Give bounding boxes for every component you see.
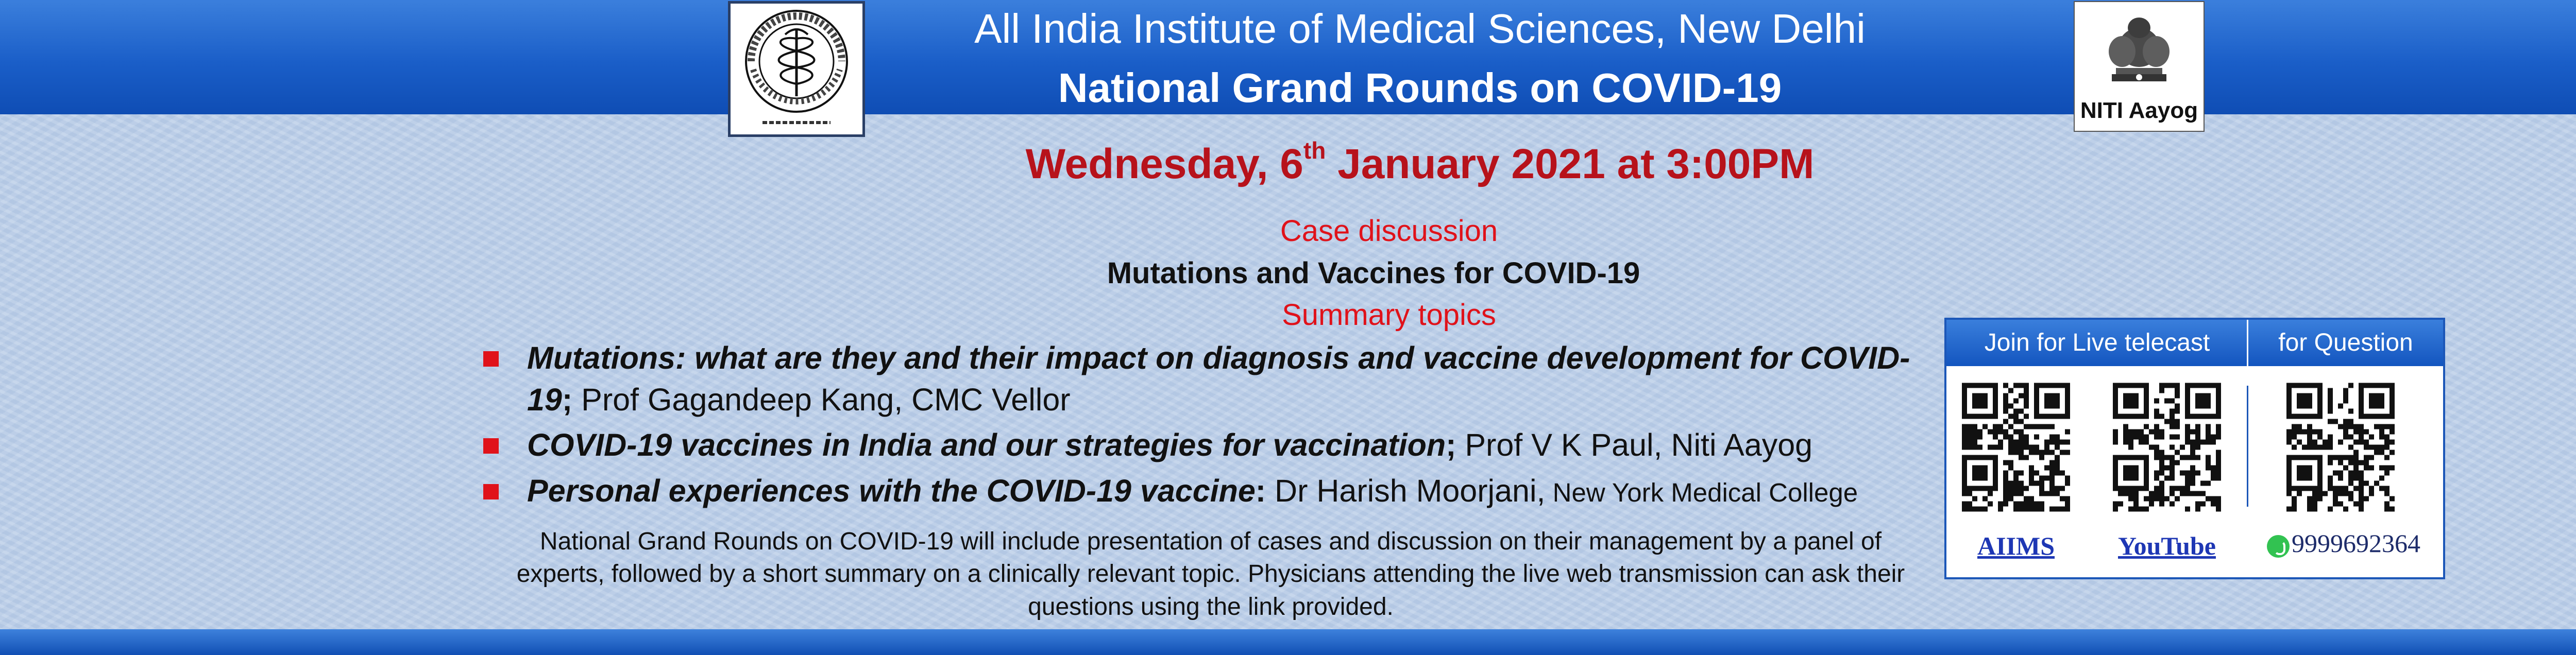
case-title: Mutations and Vaccines for COVID-19 bbox=[1107, 256, 1640, 290]
topic-affiliation: New York Medical College bbox=[1545, 477, 1858, 507]
national-emblem-icon bbox=[2075, 2, 2204, 100]
event-title: National Grand Rounds on COVID-19 bbox=[1058, 65, 1782, 111]
date-rest: January 2021 at 3:00PM bbox=[1326, 141, 1815, 187]
panel-header bbox=[1946, 320, 2443, 366]
topic-item bbox=[479, 470, 1929, 512]
topic-separator: ; bbox=[562, 382, 573, 417]
niti-aayog-logo bbox=[2074, 1, 2205, 132]
footer-banner bbox=[0, 629, 2576, 655]
topic-item bbox=[479, 424, 1929, 466]
youtube-link[interactable]: YouTube bbox=[2118, 531, 2216, 560]
qr-code-icon[interactable] bbox=[2113, 382, 2221, 513]
topic-speaker: Dr Harish Moorjani, bbox=[1266, 473, 1546, 508]
topic-title: Personal experiences with the COVID-19 vaccine bbox=[527, 473, 1256, 508]
topic-title: COVID-19 vaccines in India and our strategies for vaccination bbox=[527, 427, 1446, 463]
topic-separator: : bbox=[1255, 473, 1266, 508]
topic-separator: ; bbox=[1446, 427, 1456, 463]
question-phone[interactable] bbox=[2267, 528, 2420, 558]
bullet-square-icon bbox=[483, 484, 499, 499]
case-discussion-label: Case discussion bbox=[1280, 214, 1498, 248]
topic-item bbox=[479, 337, 1929, 420]
description-text: National Grand Rounds on COVID-19 will include presentation of cases and discussion on their management by a panel of experts, followed by a short summary on a clinically relevant topic. Physicians attending the live web transmission can ask their questions using the link provided. bbox=[516, 528, 1905, 620]
date-day: Wednesday, 6 bbox=[1025, 141, 1303, 187]
topic-speaker: Prof V K Paul, Niti Aayog bbox=[1456, 427, 1813, 463]
join-panel bbox=[1944, 318, 2445, 579]
bullet-square-icon bbox=[483, 351, 499, 367]
question-label: for Question bbox=[2278, 329, 2413, 356]
event-date bbox=[0, 137, 2576, 188]
topic-list bbox=[479, 337, 1929, 515]
phone-number: 9999692364 bbox=[2292, 529, 2420, 558]
qr-code-icon[interactable] bbox=[1962, 382, 2070, 513]
qr-code-icon[interactable] bbox=[2286, 382, 2395, 513]
summary-topics-label: Summary topics bbox=[1282, 298, 1496, 332]
institute-name: All India Institute of Medical Sciences, New Delhi bbox=[974, 6, 1866, 51]
qr-divider bbox=[2247, 386, 2248, 507]
live-telecast-label: Join for Live telecast bbox=[1984, 329, 2210, 356]
header-divider bbox=[2247, 320, 2248, 366]
bullet-square-icon bbox=[483, 438, 499, 454]
date-ordinal: th bbox=[1303, 137, 1326, 164]
topic-title: Mutations: what are they and their impact on diagnosis and vaccine development for COVID-19 bbox=[527, 340, 1910, 417]
topic-speaker: Prof Gagandeep Kang, CMC Vellor bbox=[572, 382, 1071, 417]
niti-aayog-label: NITI Aayog bbox=[2080, 98, 2198, 123]
aiims-link[interactable]: AIIMS bbox=[1977, 531, 2055, 560]
whatsapp-icon bbox=[2267, 535, 2290, 558]
